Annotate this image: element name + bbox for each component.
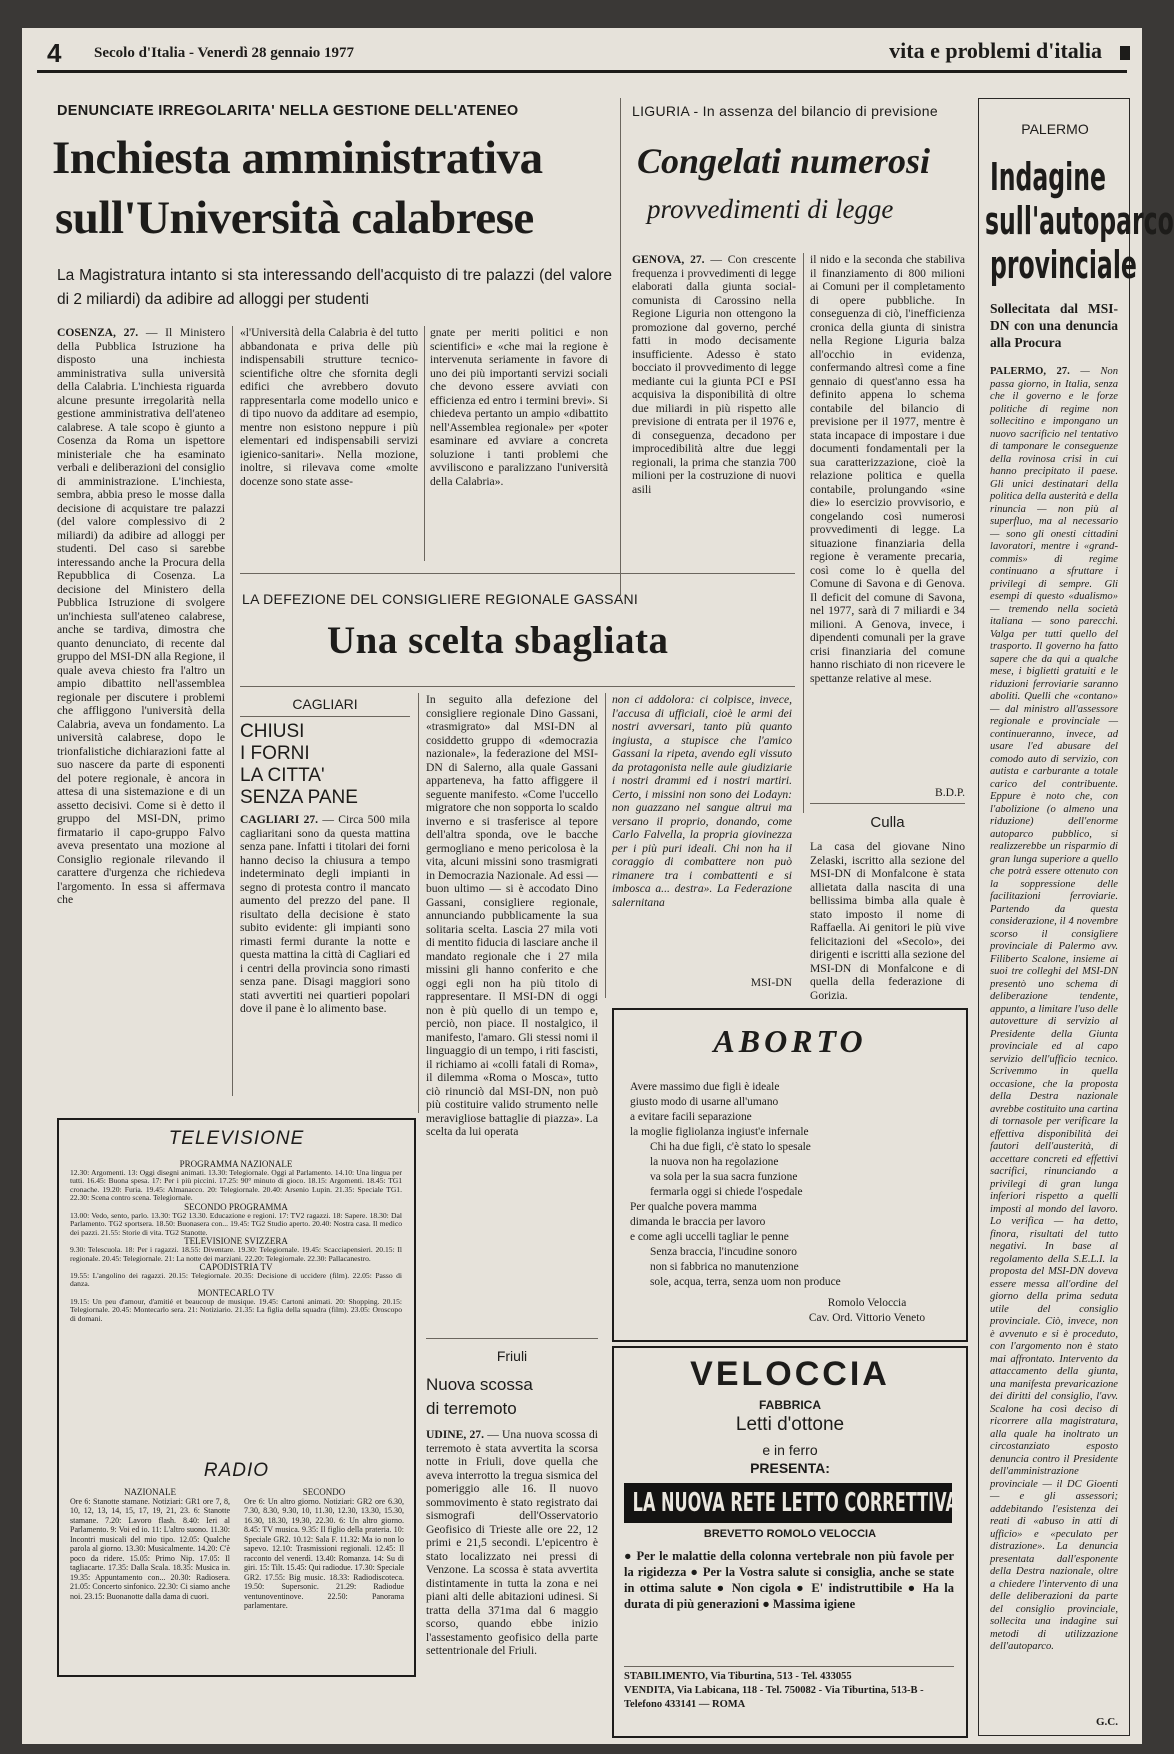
article4-body-text: — Circa 500 mila cagliaritani sono da questa mattina senza pane. Infatti i titolari dei forni hanno deciso la chiusura a tempo indeterminato degli impianti in segno di protesta contro il mancato aumento del prezzo del pane. Il risultato della decisione è stato subito evidente: gli impianti sono rimasti fermi durante la notte e questa mattina la città di Cagliari ed i centri della provincia sono rimasti senza pane. Disagi maggiori sono stati avvertiti nei quartieri popolari dove il pane è lo alimento base. (240, 813, 410, 1015)
article1-headline-line1: Inchiesta amministrativa (52, 132, 543, 184)
radio-column-1 (70, 1488, 230, 1601)
article3-kicker: LA DEFEZIONE DEL CONSIGLIERE REGIONALE GASSANI (242, 591, 639, 607)
veloccia-address-line2: VENDITA, Via Labicana, 118 - Tel. 750082 - Via Tiburtina, 513-B - Telefono 433141 — ROMA (624, 1685, 924, 1710)
article4-headline-line: CHIUSI (240, 721, 305, 742)
article1-column-3: gnate per meriti politici e non scientifici» e «che mai la regione è intervenuta seriamente in favore di uno dei più importanti servizi sociali che devono essere avviati con efficienza ed entro i termini brevi». Si chiedeva pertanto un ampio «dibattito nell'Assemblea regionale» per «poter esaminare ed avviare a concreta soluzione i tanti problemi che avviliscono e paralizzano l'università della Calabria». (430, 326, 608, 488)
poem-line: la nuova non ha regolazione (650, 1156, 779, 1168)
aborto-title: ABORTO (713, 1023, 867, 1059)
article4-headline (240, 721, 358, 809)
newspaper-page (22, 28, 1174, 1744)
section-rule (810, 803, 965, 804)
veloccia-body: ● Per le malattie della colonna vertebrale non più favole per la rigidezza ● Per la Vostra salute si consiglia, anche se state in ottima salute ● Non cigola ● E' indistruttibile ● Ha la durata di più generazioni ● Massima igiene (624, 1549, 954, 1611)
radio-column-title: NAZIONALE (124, 1487, 176, 1497)
radio-listing-text: Ore 6: Stanotte stamane. Notiziari: GR1 ore 7, 8, 10, 12, 13, 14, 15, 17, 19, 21, 23. 6: Stanotte stamane. 7.20: Lavoro flash. 8.40: Ieri al Parlamento. 9: Voi ed io. 11: L'altro suono. 11.30: Incontri musicali del mio tipo. 12.05: Qualche parola al giorno. 13.30: Musicalmente. 14.20: C'è poco da ridere. 15.05: Primo Nip. 17.05: Il tagliacarte. 17.35: Dalla Scala. 18.35: Musica in. 19.35: Appuntamento con... 20.30: Radiosera. 21.05: Concerto sinfonico. 22.30: Ci siamo anche noi. 23.15: Buonanotte dalla dama di cuori. (70, 1496, 230, 1601)
aborto-signature (782, 1296, 952, 1326)
section-rule (426, 1338, 598, 1339)
radio-column-title: SECONDO (302, 1487, 346, 1497)
article3-headline: Una scelta sbagliata (327, 619, 669, 662)
poem-line: Senza braccia, l'incudine sonoro (650, 1246, 797, 1258)
poem-line: non si fabbrica no manutenzione (650, 1261, 799, 1273)
poem-line: giusto modo di usarne all'umano (630, 1096, 779, 1108)
section-rule (240, 573, 795, 574)
article2-kicker: LIGURIA - In assenza del bilancio di previsione (632, 103, 938, 119)
poem-line: Chi ha due figli, c'è stato lo spesale (650, 1141, 811, 1153)
article6-dateline: UDINE, 27. (426, 1428, 484, 1441)
masthead-date: Secolo d'Italia - Venerdì 28 gennaio 1977 (94, 45, 355, 61)
article1-headline-line2: sull'Università calabrese (55, 192, 534, 244)
palermo-body-text: — Non passa giorno, in Italia, senza che il governo e le forze politiche di regime non sollecitino e impongano un nuovo sacrificio nel tentativo di tamponare le conseguenze della rovinosa crisi in cui hanno precipitato il paese. Gli unici destinatari della politica della austerità e della rinuncia — non più al superfluo, ma al necessario — sono gli onesti cittadini lavoratori, mentre i «grand-commis» di regime continuano a sfruttare i privilegi di sempre. Gli esempi di questo «dualismo» — tremendo nella società italiana — sono parecchi. Valga per tutti quello del trasporto. Il governo ha fatto sapere che da qui a qualche mese, i biglietti gratuiti e le riduzioni ferroviarie saranno aboliti. Quelli che «contano» — dal ministro all'assessore regionale e provinciale — continueranno, invece, ad usare l'ed abusare del comodo auto di servizio, con autista e carburante a totale carico del contribuente. Eppure è noto che, con l'abolizione (o almeno una riduzione) dell'enorme autoparco pubblico, si realizzerebbe un risparmio di gran lunga superiore a quello che potrà essere ottenuto con la soppressione delle facilitazioni ferroviarie. Partendo da questa considerazione, il 4 novembre scorso il consigliere provinciale di Palermo avv. Filiberto Scalone, insieme ai suoi tre colleghi del MSI-DN presentò uno schema di deliberazione tendente, appunto, a limitare l'uso delle autovetture di servizio al Presidente della Giunta provinciale ed al capo servizio dell'ufficio tecnico. Scrivemmo in quella occasione, che la proposta della Destra nazionale avrebbe costituito una cartina di tornasole per verificare la effettiva disponibilità dei fautori dell'austerità, di accettare concreti ed effettivi sacrifici, rinunciando a privilegi di gran lunga inferiori rispetto a quelli imposti al mondo del lavoro. Lo verifica — ha detto, finora, risultati del tutto negativi. In base al regolamento della S.E.L.I. la proposta del MSI-DN doveva essere messa all'ordine del giorno della prima seduta utile del consiglio provinciale. Ciò, invece, non è avvenuto e si è proceduto, con l'argomento non è stato mai affrontato. Intervento da attaccamento della giunta, una manifesta prevaricazione dei diritti del consiglio, l'avv. Scalone ha così deciso di ricorrere alla magistratura, alla quale ha inoltrato un circostanziato esposto denuncia contro il Presidente dell'amministrazione provinciale — il DC Gioenti — e gli assessori; addebitando l'esistenza dei reati di «abuso in atti di ufficio» e «peculato per distrazione». La denuncia presentata dall'esponente della Destra nazionale, oltre a chiedere l'intervento di una delle deliberazioni da parte del consiglio provinciale, sollecita una indagine sui metodi di utilizzazione dell'autoparco. (990, 366, 1118, 1652)
column-divider (424, 326, 425, 561)
tv-sub-heading: PROGRAMMA NAZIONALE (179, 1159, 293, 1169)
article1-deck: La Magistratura intanto si sta interessando dell'acquisto di tre palazzi (del valore di 2 miliardi) da adibire ad alloggi per studenti (57, 267, 612, 308)
column-divider (232, 326, 233, 1096)
article4-place: CAGLIARI (292, 696, 358, 712)
column-divider (803, 253, 804, 813)
poem-line: sole, acqua, terra, senza uom non produce (650, 1276, 841, 1288)
article5-title: Culla (870, 814, 905, 831)
article4-headline-line: I FORNI (240, 743, 310, 764)
column-divider (605, 693, 606, 998)
article6-headline-line2: di terremoto (426, 1399, 517, 1418)
article6-headline-line1: Nuova scossa (426, 1375, 533, 1394)
radio-listing-text: Ore 6: Un altro giorno. Notiziari: GR2 ore 6.30, 7.30, 8.30, 9.30, 10, 11.30, 12.30, 13.30, 15.30, 16.30, 18.30, 19.30, 22.30. 6: Un altro giorno. 8.45: TV musica. 9.35: Il figlio della prateria. 10: Speciale GR2. 10.12: Sala F. 11.32: Ma io non lo sapevo. 12.10: Trasmissioni regionali. 12.45: Il racconto del venerdì. 13.40: Romanza. 14: Su di giri. 15: Tilt. 15.45: Qui radiodue. 17.30: Speciale GR2. 17.55: Big music. 18.33: Radiodiscoteca. 19.50: Supersonic. 21.29: Radiodue ventunoventinove. 22.50: Panorama parlamentare. (244, 1496, 404, 1611)
article4-dateline: CAGLIARI 27. (240, 813, 319, 826)
article4-headline-line: SENZA PANE (240, 787, 358, 808)
aborto-poem (630, 1080, 955, 1290)
article6-place: Friuli (496, 1348, 528, 1364)
radio-column-2 (244, 1488, 404, 1611)
article2-column-1 (632, 253, 796, 588)
article3-signature: MSI-DN (750, 976, 792, 989)
veloccia-address-line1: STABILIMENTO, Via Tiburtina, 513 - Tel. 433055 (624, 1671, 852, 1682)
palermo-kicker: PALERMO (1021, 121, 1089, 137)
veloccia-brand: VELOCCIA (690, 1355, 890, 1393)
article6-body-text: — Una nuova scossa di terremoto è stata avvertita la scorsa notte in Friuli, dove quella che aveva interrotto la tregua sismica del pomeriggio alle 16. Il nuovo sommovimento è stato registrato dai sismografi dell'Osservatorio Geofisico di Trieste alle ore 22, 12 primi e 21,5 secondi. L'epicentro è stato localizzato nei pressi di Venzone. La scossa è stata avvertita distintamente in tutta la zona e nei piani alti delle abitazioni udinesi. Si tratta della 371ma dal 6 maggio scorso, quando ebbe inizio l'assestamento geofisico della parte settentrionale del Friuli. (426, 1428, 598, 1657)
tv-sub-heading: MONTECARLO TV (197, 1287, 275, 1298)
tv-sub-heading: TELEVISIONE SVIZZERA (184, 1236, 288, 1247)
veloccia-fabbrica: FABBRICA (759, 1398, 821, 1412)
tv-listing-text: 19.15: Un peu d'amour, d'amitié et beaucoup de musique. 19.45: Cartoni animati. 20: Shopping. 20.15: Telegiornale. 20.45: Montecarlo sera. 21: Notiziario. 21.35: La figlia della squadra (film). 23.05: Oroscopo di domani. (70, 1296, 402, 1323)
aborto-signature-title: Cav. Ord. Vittorio Veneto (808, 1312, 926, 1324)
tv-listing-text: 19.55: L'angolino dei ragazzi. 20.15: Telegiornale. 20.35: Decisione di uccidere (film). 22.05: Passo di danza. (70, 1270, 402, 1289)
veloccia-presenta: PRESENTA: (750, 1460, 830, 1476)
palermo-dateline: PALERMO, 27. (990, 366, 1070, 377)
tv-sub-heading: CAPODISTRIA TV (199, 1262, 273, 1273)
tv-listing-text: 12.30: Argomenti. 13: Oggi disegni animati. 13.30: Telegiornale. Oggi al Parlamento. 14.10: Una lingua per tutti. 16.45: Buona spesa. 17: Per i più piccini. 17.25: 90° minuto di gioco. 18.15: Argomenti. 18.45: TG1 cronache. 19.20: Furia. 19.45: Almanacco. 20: Telegiornale. 20.40: Arsenio Lupin. 21.35: Speciale TG1. 22.30: Scena contro scena. Telegiornale. (70, 1167, 402, 1203)
article6-body (426, 1428, 598, 1728)
place-rule (240, 716, 410, 717)
article1-column-1-text: — Il Ministero della Pubblica Istruzione ha disposto una inchiesta amministrativa sulla università della Calabria. L'inchiesta riguarda alcune presunte irregolarità nella gestione amministrativa dell'ateneo calabrese. A tale scopo è giunto a Cosenza da Roma un ispettore ministeriale che ha esaminato verbali e deliberazioni del consiglio di amministrazione. L'inchiesta, sembra, abbia preso le mosse dalla decisione di acquistare tre palazzi (del valore complessivo di 2 miliardi) da adibire ad alloggi per studenti. Del caso si sarebbe interessando anche la Procura della Repubblica di Cosenza. La decisione del Ministero della Pubblica Istruzione di svolgere un'inchiesta sull'ateneo calabrese, anche se tardiva, dimostra che quanto denunciato, di recente dal gruppo del MSI-DN alla Regione, il quale aveva chiesto fra l'altro un ampio dibattito nell'assemblea regionale per discutere i problemi che affliggono l'università della Calabria, aveva un fondamento. La università calabrese, dopo le trionfalistiche dichiarazioni fatte al suo nascere da parte di esponenti del potere regionale, è ancora in attesa di una sistemazione e di un assetto decisivi. Come si è detto il gruppo del MSI-DN, primo firmatario il capo-gruppo Falvo aveva presentato una mozione al Consiglio regionale rilevando il carattere d'urgenza che richiedeva l'argomento. In essa si affermava che (57, 326, 225, 906)
tv-title: TELEVISIONE (168, 1128, 305, 1149)
article4-body (240, 813, 410, 1103)
column-divider (418, 693, 419, 1113)
poem-line: fermarla oggi si chiede l'ospedale (650, 1186, 803, 1198)
veloccia-banner-text: LA NUOVA RETE LETTO CORRETTIVA (632, 1488, 958, 1518)
poem-line: Avere massimo due figli è ideale (630, 1081, 780, 1093)
header-rule (37, 70, 1127, 73)
palermo-body (990, 366, 1118, 1711)
section-rule (240, 686, 795, 687)
article5-body: La casa del giovane Nino Zelaski, iscritto alla sezione del MSI-DN di Monfalcone è stata allietata dalla nascita di una bellissima bimba alla quale è stato imposto il nome di Raffaella. Ai genitori le più vive felicitazioni del «Secolo», dei dirigenti e iscritti alla sezione del MSI-DN di Monfalcone e di quella della federazione di Gorizia. (810, 840, 965, 1002)
article1-dateline: COSENZA, 27. (57, 326, 139, 339)
tv-listings (70, 1160, 402, 1323)
veloccia-address (624, 1670, 954, 1712)
article2-column-1-text: — Con crescente frequenza i provvedimenti di legge elaborati dalla giunta social-comunista di Carossino nella Regione Liguria non ottengono la promozione dal governo, perché fatti in modo decisamente insufficiente. Adesso è stato bocciato il provvedimento di legge mediante cui la giunta PCI e PSI acquisiva la disponibilità di oltre due miliardi in più rispetto alle previsione di entrata per il 1976 e, di conseguenza, decadono per improcedibilità altre due leggi regionali, la prima che stanzia 700 milioni per la costruzione di nuovi asili (632, 253, 796, 496)
palermo-headline-line3: provinciale (990, 243, 1137, 287)
article1-column-2: «l'Università della Calabria è del tutto abbandonata e priva delle più indispensabili strutture tecnico-scientifiche oltre che sfornita degli edifici che avrebbero dovuto rappresentarla come modello unico e di tipo nuovo da additare ad esempio, mentre non esistono neppure i più elementari ed indispensabili servizi igienico-sanitari». Nella mozione, inoltre, si rilevava come «molte docenze sono state asse- (240, 326, 418, 488)
poem-line: a evitare facili separazione (630, 1111, 752, 1123)
article2-headline-line2: provvedimenti di legge (647, 194, 894, 224)
article1-kicker: DENUNCIATE IRREGOLARITA' NELLA GESTIONE DELL'ATENEO (57, 103, 519, 119)
veloccia-line1: Letti d'ottone (735, 1414, 845, 1435)
article3-column-2: non ci addolora: ci colpisce, invece, l'accusa di ufficiali, cioè le armi dei nostri avversari, tanto più quanto ingiusta, a stupisce che l'amico Gassani la ripeta, avendo egli vissuto da protagonista nelle aule giudiziarie i nostri drammi ed i nostri martiri. Certo, i missini non sono dei Lodayn: non guazzano nel sangue altrui ma versano il proprio, donando, come Carlo Falvella, la propria giovinezza per i più puri ideali. Chi non ha il coraggio di combattere non può rimanere tra i combattenti e si imbosca a... destra». La Federazione salernitana (612, 693, 792, 909)
palermo-signature: G.C. (1096, 1716, 1118, 1728)
radio-title: RADIO (203, 1460, 270, 1481)
article1-column-1 (57, 326, 225, 1096)
section-title: vita e problemi d'italia (889, 38, 1102, 63)
poem-line: Per qualche povera mamma (630, 1201, 757, 1213)
tv-listing-text: 13.00: Vedo, sento, parlo. 13.30: TG2 13.30. Educazione e regioni. 17: TV2 ragazzi. 18: Sapere. 18.30: Dal Parlamento. TG2 sportsera. 18.50: Buonasera con... 19.45: TG2 Studio aperto. 20.40: Nostra casa. Il medico dei pazzi. 21.55: Storie di vita. TG2 Stanotte. (70, 1210, 402, 1237)
article6-headline (426, 1373, 533, 1421)
palermo-headline-line1: Indagine (990, 155, 1106, 199)
veloccia-line2: e in ferro (762, 1442, 818, 1458)
article2-signature: B.D.P. (935, 786, 965, 799)
article3-column-1: In seguito alla defezione del consigliere regionale Dino Gassani, «trasmigrato» dal MSI-DN al cosiddetto gruppo di «democrazia nazionale», la federazione del MSI-DN di Salerno, alla quale Gassani apparteneva, ha fatto affiggere il seguente manifesto. «Come l'uccello migratore che non sopporta lo scaldo inverno e si trasferisce al tepore dell'altra sponda, ove le bacche germogliano e meno pericolosa è la vita, alcuni missini sono trasmigrati in Democrazia Nazionale. Ad essi — buon ultimo — si è accodato Dino Gassani, consigliere regionale, annunciando pubblicamente la sua solitaria scelta. Lascia 27 mila voti di mentito fiducia di lasciare anche il mandato regionale che i 27 mila missini gli hanno conferito e che oggi egli non ha più titolo di rappresentare. Il MSI-DN di oggi non è più quello di un tempo e, perciò, non piace. Il nostalgico, il manifesto, l'amaro. Gli stessi nomi il linguaggio di un tempo, i riti fascisti, il richiamo ai «colli fatali di Roma», il dilemma «Roma o Mosca», tutto ciò rinunciò dal MSI-DN, non può più costituire valido strumento nelle meravigliose battaglie di piazza». La scelta da lui operata (426, 693, 598, 1138)
tv-sub-heading: SECONDO PROGRAMMA (184, 1201, 288, 1212)
tv-listing-text: 9.30: Telescuola. 18: Per i ragazzi. 18.55: Diventare. 19.30: Telegiornale. 19.45: Scacciapensieri. 20.15: Il regionale. 20.45: Telegiornale. 21: La notte dei marziani. 22.20: Telegiornale. 22.30: Pallacanestro. (70, 1244, 402, 1263)
column-divider (620, 98, 621, 596)
palermo-deck: Sollecitata dal MSI-DN con una denuncia alla Procura (990, 301, 1118, 350)
palermo-headline-line2: sull'autoparco (985, 199, 1174, 243)
page-number: 4 (47, 38, 62, 68)
aborto-signature-name: Romolo Veloccia (827, 1297, 907, 1309)
poem-line: la moglie figliolanza ingiust'e infernale (630, 1126, 809, 1138)
header-square-mark (1120, 46, 1130, 60)
poem-line: dimanda le braccia per lavoro (630, 1216, 766, 1228)
poem-line: e come agli uccelli tagliar le penne (630, 1231, 789, 1243)
poem-line: va sola per la sua sacra funzione (650, 1171, 798, 1183)
veloccia-brevetto: BREVETTO ROMOLO VELOCCIA (703, 1528, 877, 1540)
article2-dateline: GENOVA, 27. (632, 253, 705, 266)
ad-rule (624, 1666, 954, 1667)
article2-column-2: il nido e la seconda che stabiliva il finanziamento di 800 milioni ai Comuni per il completamento di opere pubbliche. In conseguenza di ciò, l'inefficienza cronica della giunta di sinistra nella Regione Liguria balza all'occhio in evidenza, confermando altresì come a fine gennaio di quest'anno essa ha definito appena lo schema contabile del bilancio di previsione per il 1977, mentre è stata incapace di impostare i due documenti fondamentali per la sua caratterizzazione, cioè la relazione politica e quella contabile, prolungando «sine die» lo esercizio provvisorio, e congelando così numerosi provvedimenti di legge. La situazione finanziaria della regione è veramente precaria, così come lo è quella del Comune di Savona e di Genova. Il deficit del comune di Savona, nel 1977, sarà di 7 miliardi e 34 milioni. A Genova, invece, i dipendenti comunali per la grave crisi finanziaria del comune hanno rischiato di non ricevere le spettanze relative al mese. (810, 253, 965, 685)
article2-headline-line1: Congelati numerosi (637, 141, 931, 181)
article4-headline-line: LA CITTA' (240, 765, 325, 786)
veloccia-banner (624, 1483, 958, 1523)
